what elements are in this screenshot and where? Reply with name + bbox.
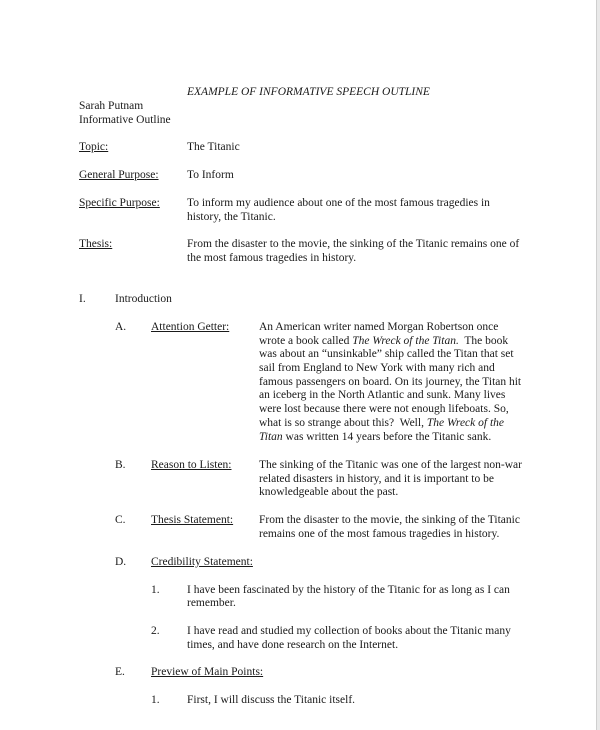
document-title: EXAMPLE OF INFORMATIVE SPEECH OUTLINE — [187, 86, 430, 98]
sub-item-number: 1. — [151, 694, 160, 706]
section-heading: Introduction — [115, 293, 172, 305]
thesis-label: Thesis: — [79, 238, 113, 250]
specific-purpose-label: Specific Purpose: — [79, 197, 160, 209]
attention-getter-line: what is so strange about this? Well, The Wreck of the — [259, 417, 505, 429]
topic-value: The Titanic — [187, 141, 240, 153]
thesis-line: From the disaster to the movie, the sinking of the Titanic remains one of — [187, 238, 520, 250]
attention-getter-line: Titan was written 14 years before the Titanic sank. — [259, 431, 492, 443]
thesis-statement-line: remains one of the most famous tragedies in history. — [259, 528, 500, 540]
reason-to-listen-line: knowledgeable about the past. — [259, 486, 399, 498]
document-subtitle: Informative Outline — [79, 114, 171, 126]
specific-purpose-line: history, the Titanic. — [187, 211, 276, 223]
thesis-statement-label: Thesis Statement: — [151, 514, 234, 526]
general-purpose-label: General Purpose: — [79, 169, 159, 181]
general-purpose-value: To Inform — [187, 169, 234, 181]
attention-getter-line: an iceberg in the North Atlantic and sunk. Many lives — [259, 389, 506, 401]
credibility-line: I have read and studied my collection of books about the Titanic many — [187, 625, 511, 637]
reason-to-listen-label: Reason to Listen: — [151, 459, 232, 471]
item-letter: C. — [115, 514, 126, 526]
topic-label: Topic: — [79, 141, 109, 153]
thesis-line: the most famous tragedies in history. — [187, 252, 357, 264]
preview-line: First, I will discuss the Titanic itself. — [187, 694, 356, 706]
attention-getter-line: An American writer named Morgan Robertson once — [259, 321, 499, 333]
preview-main-points-label: Preview of Main Points: — [151, 666, 264, 678]
item-letter: E. — [115, 666, 125, 678]
section-numeral: I. — [79, 293, 86, 305]
item-letter: B. — [115, 459, 126, 471]
specific-purpose-line: To inform my audience about one of the most famous tragedies in — [187, 197, 490, 209]
attention-getter-line: sail from England to New York with many rich and — [259, 362, 495, 374]
item-letter: D. — [115, 556, 127, 568]
item-letter: A. — [115, 321, 127, 333]
credibility-line: remember. — [187, 597, 236, 609]
attention-getter-line: was about an “unsinkable” ship called the Titan that set — [259, 348, 514, 360]
reason-to-listen-line: related disasters in history, and it is important to be — [259, 473, 494, 485]
attention-getter-label: Attention Getter: — [151, 321, 230, 333]
thesis-statement-line: From the disaster to the movie, the sinking of the Titanic — [259, 514, 520, 526]
credibility-line: I have been fascinated by the history of the Titanic for as long as I can — [187, 584, 510, 596]
sub-item-number: 2. — [151, 625, 160, 637]
credibility-line: times, and have done research on the Internet. — [187, 639, 399, 651]
reason-to-listen-line: The sinking of the Titanic was one of the largest non-war — [259, 459, 522, 471]
attention-getter-line: were lost because there were not enough lifeboats. So, — [259, 403, 509, 415]
credibility-statement-label: Credibility Statement: — [151, 556, 253, 568]
attention-getter-line: famous passengers on board. On its journey, the Titan hit — [259, 376, 522, 388]
sub-item-number: 1. — [151, 584, 160, 596]
author-name: Sarah Putnam — [79, 100, 144, 112]
attention-getter-line: wrote a book called The Wreck of the Titan. The book — [259, 335, 509, 347]
